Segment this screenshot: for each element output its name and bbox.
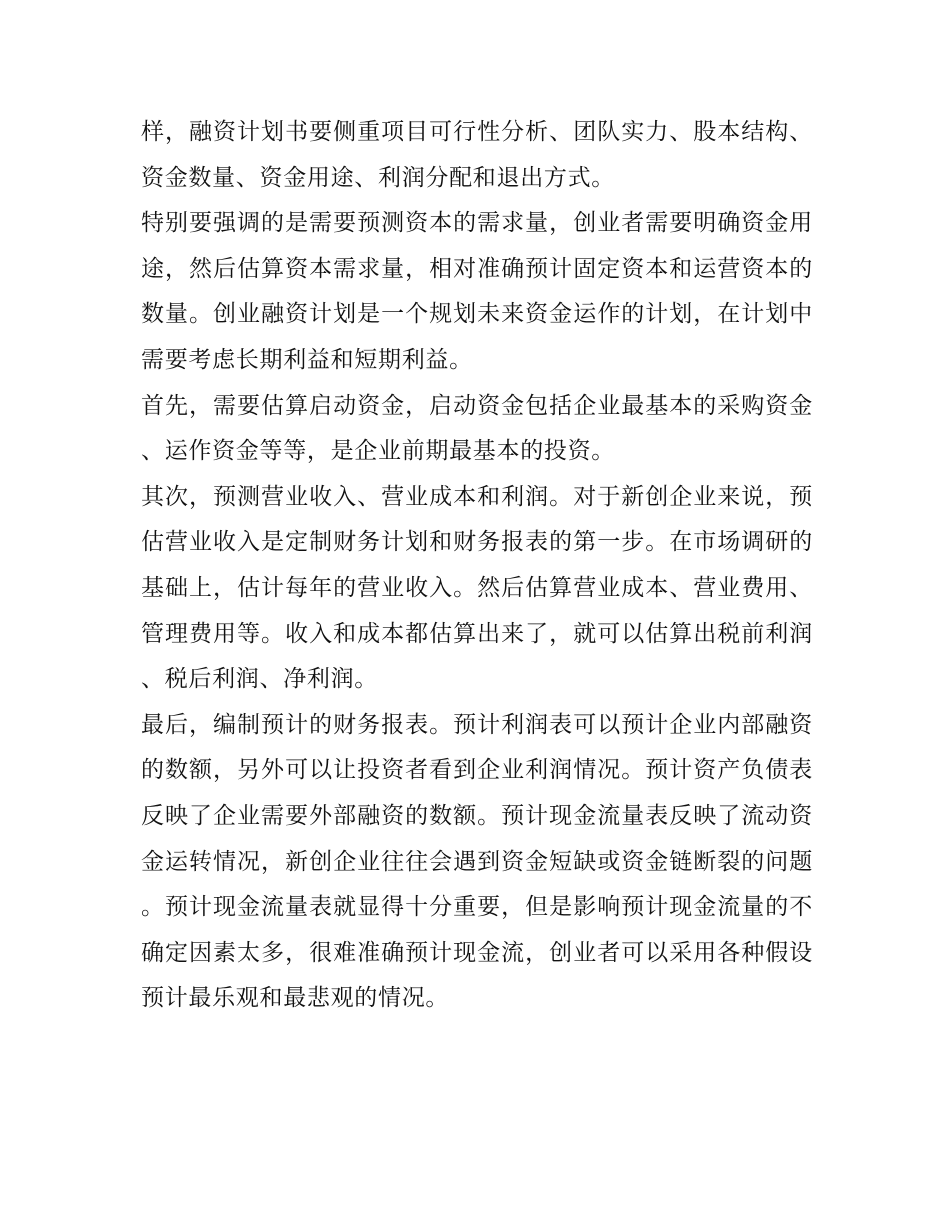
- document-body: [141, 110, 813, 1022]
- paragraph-capital-demand: 特别要强调的是需要预测资本的需求量，创业者需要明确资金用途，然后估算资本需求量，相对准确预计固定资本和运营资本的数量。创业融资计划是一个规划未来资金运作的计划，在计划中需要考虑长期利益和短期利益。: [141, 210, 813, 373]
- paragraph-financial-statements: 最后，编制预计的财务报表。预计利润表可以预计企业内部融资的数额，另外可以让投资者看到企业利润情况。预计资产负债表反映了企业需要外部融资的数额。预计现金流量表反映了流动资金运转情况，新创企业往往会遇到资金短缺或资金链断裂的问题。预计现金流量表就显得十分重要，但是影响预计现金流量的不确定因素太多，很难准确预计现金流，创业者可以采用各种假设预计最乐观和最悲观的情况。: [141, 711, 813, 1012]
- paragraph-startup-funds: 首先，需要估算启动资金，启动资金包括企业最基本的采购资金、运作资金等等，是企业前期最基本的投资。: [141, 392, 813, 465]
- paragraph-revenue-forecast: 其次，预测营业收入、营业成本和利润。对于新创企业来说，预估营业收入是定制财务计划和财务报表的第一步。在市场调研的基础上，估计每年的营业收入。然后估算营业成本、营业费用、管理费用等。收入和成本都估算出来了，就可以估算出税前利润、税后利润、净利润。: [141, 483, 813, 693]
- paragraph-financing-plan-focus: 样，融资计划书要侧重项目可行性分析、团队实力、股本结构、资金数量、资金用途、利润分配和退出方式。: [141, 119, 813, 191]
